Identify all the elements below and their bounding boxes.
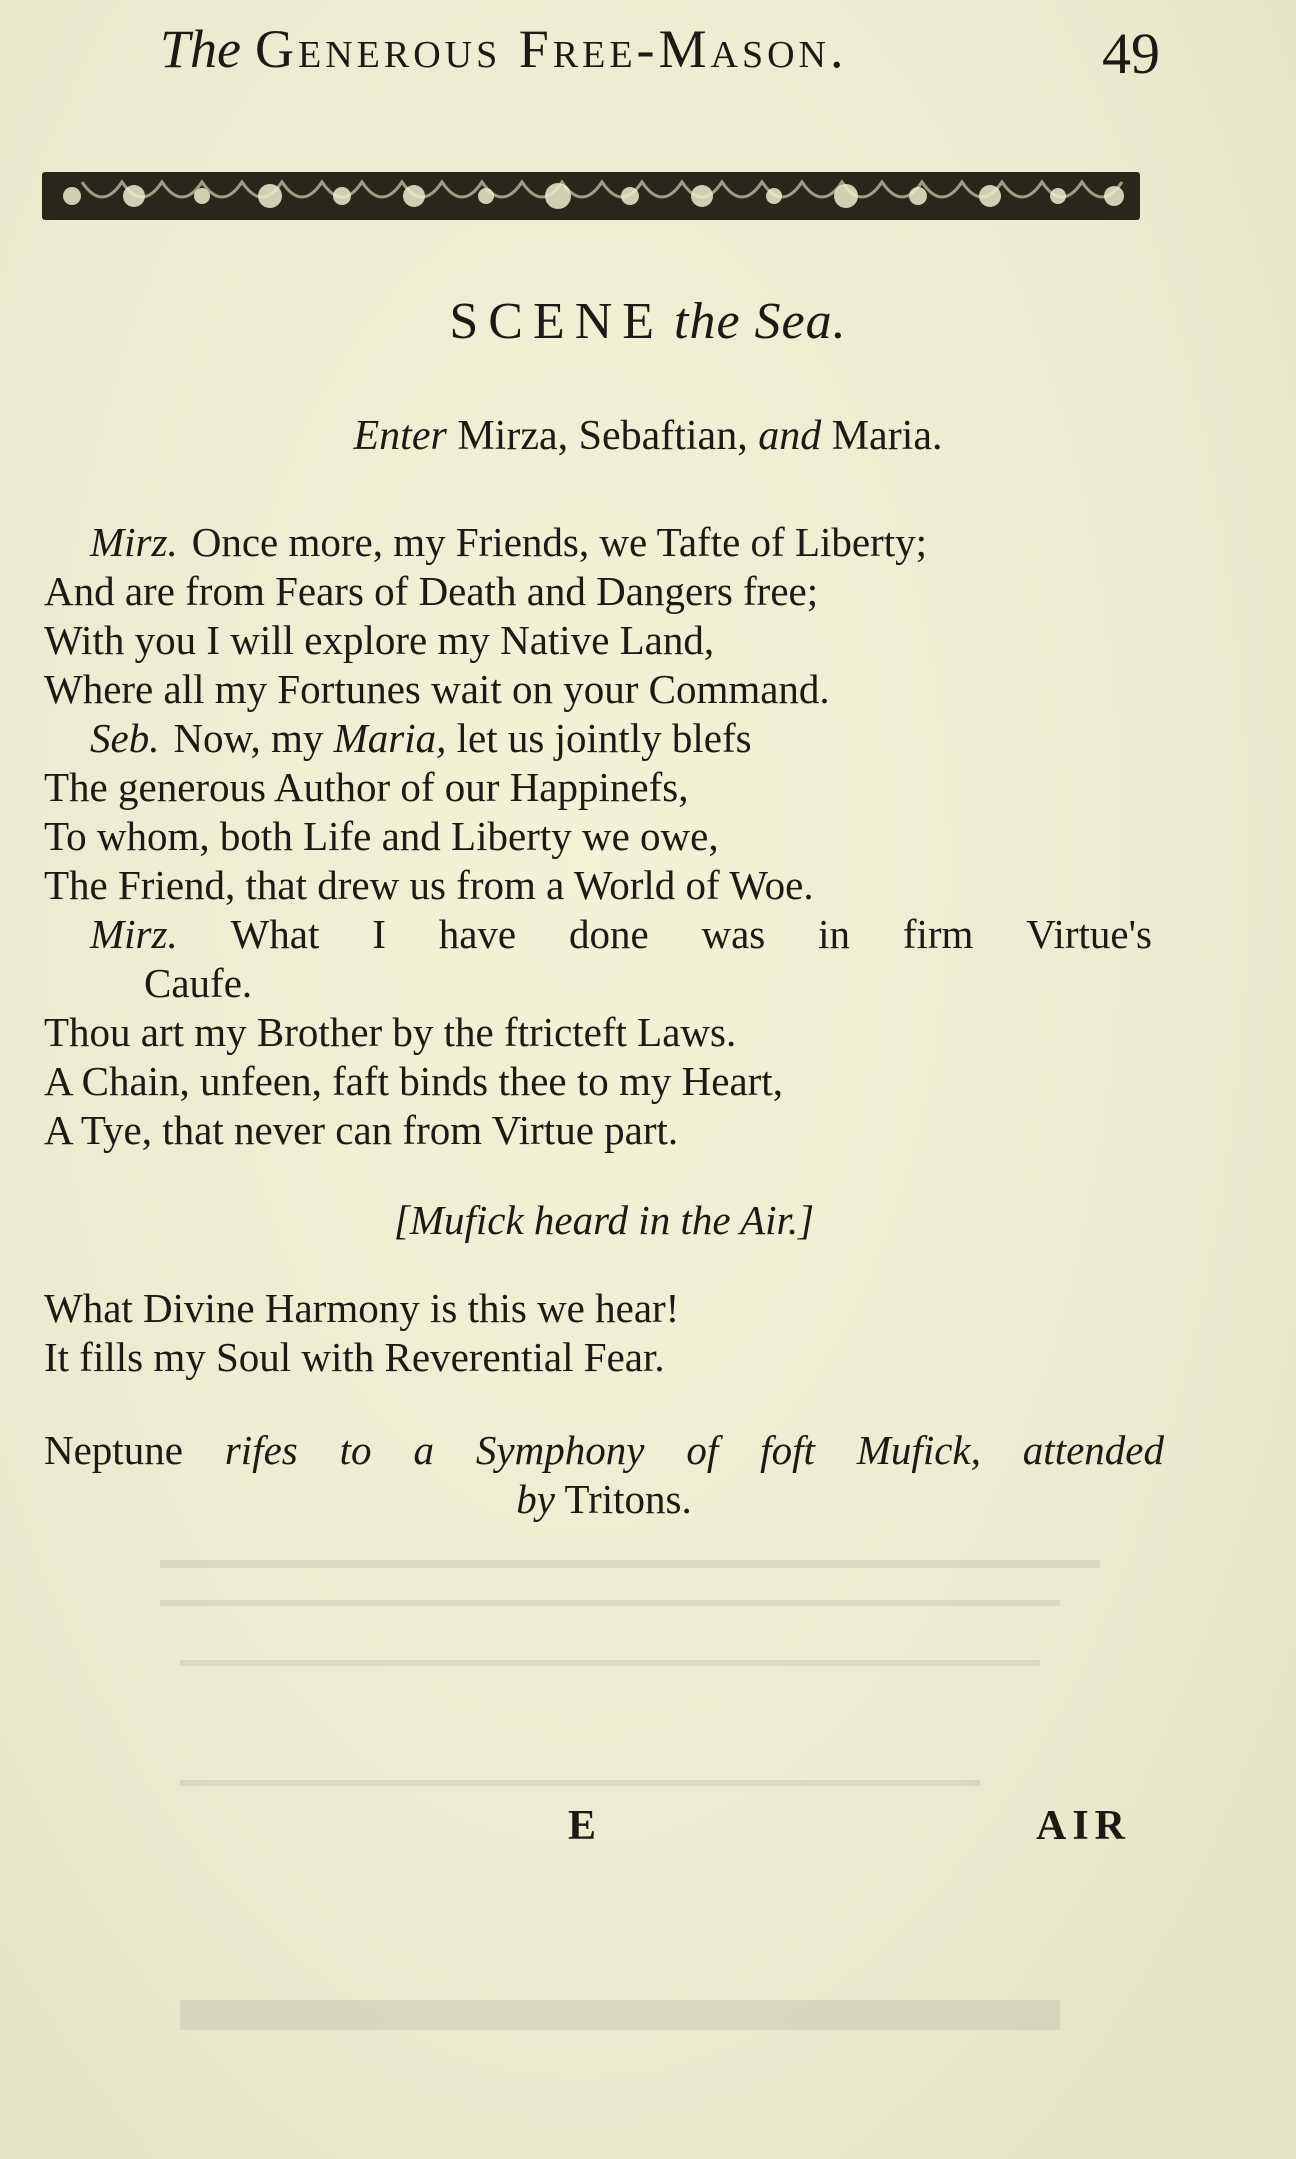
speaker-name: Mirz. — [90, 519, 178, 565]
page-footer — [0, 1802, 1296, 1862]
page-header — [150, 18, 1160, 98]
verse-line: Where all my Fortunes wait on your Command. — [44, 666, 830, 712]
neptune-name: Neptune — [44, 1427, 183, 1473]
entrance-names-1: Mirza, Sebaftian, — [457, 413, 748, 459]
entrance-names-2: Maria. — [831, 413, 943, 459]
entrance-direction — [0, 412, 1296, 460]
verse-line: It fills my Soul with Reverential Fear. — [44, 1334, 665, 1380]
scene-place: the Sea. — [674, 293, 847, 350]
scene-heading — [0, 292, 1296, 351]
verse-line: Thou art my Brother by the ftricteft Laws. — [44, 1009, 737, 1055]
verse-line: With you I will explore my Native Land, — [44, 617, 715, 663]
speaker-name: Mirz. — [90, 911, 178, 957]
verse-line: And are from Fears of Death and Dangers free; — [44, 568, 819, 614]
speech-mirza-3 — [44, 1284, 1164, 1382]
verse-line: Seb. Now, my Maria, let us jointly blefs — [90, 715, 752, 761]
speech-mirza-1 — [44, 518, 1164, 714]
verse-line: A Chain, unfeen, faft binds thee to my Heart, — [44, 1058, 783, 1104]
catchword: AIR — [1036, 1803, 1132, 1849]
and-word: and — [758, 413, 822, 459]
running-head — [160, 18, 848, 80]
verse-line: A Tye, that never can from Virtue part. — [44, 1107, 679, 1153]
speech-sebastian — [44, 714, 1164, 910]
verse-line: What Divine Harmony is this we hear! — [44, 1285, 680, 1331]
verse-line: Mirz. Once more, my Friends, we Tafte of Liberty; — [90, 519, 928, 565]
tritons-name: Tritons. — [564, 1476, 692, 1522]
stage-direction-neptune: Neptune rifes to a Symphony of foft Mufick, attended by Tritons. — [44, 1427, 1164, 1522]
speech-mirza-2 — [44, 910, 1164, 1155]
verse-line: The generous Author of our Happinefs, — [44, 764, 689, 810]
page-number: 49 — [1102, 21, 1160, 86]
verse-line: Mirz. What I have done was in firm Virtue's — [90, 911, 1152, 957]
decorative-headpiece-ornament — [42, 168, 1140, 224]
stage-direction-music: [Mufick heard in the Air.] — [393, 1197, 815, 1243]
by-word: by — [516, 1476, 555, 1522]
verse-line: To whom, both Life and Liberty we owe, — [44, 813, 719, 859]
verse-line: The Friend, that drew us from a World of Woe. — [44, 862, 814, 908]
signature-mark: E — [568, 1803, 597, 1849]
speaker-name: Seb. — [90, 715, 160, 761]
verse-turnover: Caufe. — [144, 960, 253, 1006]
scene-word: SCENE — [449, 293, 665, 350]
enter-word: Enter — [353, 413, 447, 459]
running-head-the: The — [160, 19, 241, 79]
running-head-title: Generous Free-Mason. — [255, 19, 848, 79]
